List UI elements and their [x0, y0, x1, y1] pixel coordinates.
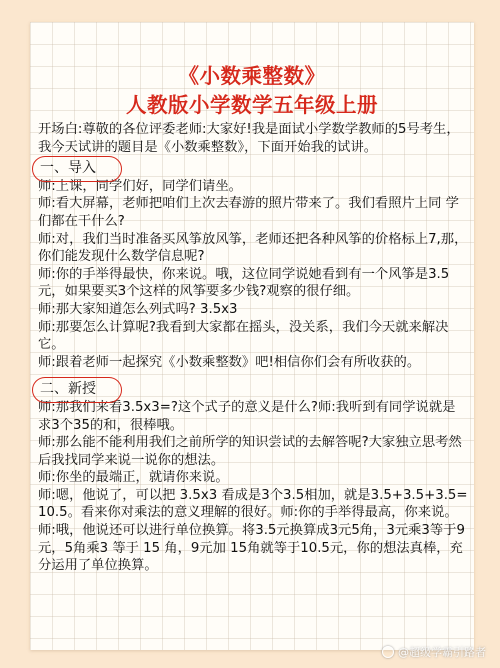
- watermark-text: @超级学霸引路者: [398, 646, 486, 659]
- watermark: [382, 644, 486, 660]
- dialogue-line: 师:哦，他说还可以进行单位换算。将3.5元换算成3元5角，3元乘3等于9元，5角乘3 等于 15 角，9元加 15角就等于10.5元，你的想法真棒，充分运用了单位换算。: [38, 523, 465, 574]
- dialogue-line: 师:跟着老师一起探究《小数乘整数》吧!相信你们会有所收获的。: [38, 354, 421, 370]
- section-heading-intro: [38, 160, 96, 178]
- dialogue-line: 师:那么能不能利用我们之前所学的知识尝试的去解答呢?大家独立思考然后我找同学来说一说你的想法。: [38, 435, 462, 468]
- dialogue-line: 师:那要怎么计算呢?我看到大家都在摇头，没关系，我们今天就来解决它。: [38, 319, 449, 353]
- dialogue-line: 师:那我们来看3.5x3=?这个式子的意义是什么?师:我听到有同学说就是求3个35的和，很棒哦。: [38, 399, 456, 433]
- section-heading-label: 一、导入: [40, 160, 96, 177]
- dialogue-line: 师:嗯，他说了，可以把 3.5x3 看成是3个3.5相加，就是3.5+3.5+3.5=10.5。看来你对乘法的意义理解的很好。师:你的手举得最高，你来说。: [38, 487, 468, 521]
- page-title: 《小数乘整数》: [178, 64, 326, 88]
- opening-paragraph: 开场白:尊敬的各位评委老师:大家好!我是面试小学数学教师的5号考生，我今天试讲的题目是《小数乘整数》，下面开始我的试讲。: [38, 122, 460, 155]
- grid-paper-card: [30, 22, 474, 650]
- dialogue-line: 师:你坐的最端正，就请你来说。: [38, 470, 229, 486]
- section-heading-label: 二、新授: [40, 381, 96, 398]
- dialogue-line: 师:你的手举得最快，你来说。哦，这位同学说她看到有一个风筝是3.5元，如果要买3个这样的风筝要多少钱?观察的很仔细。: [38, 266, 450, 300]
- dialogue-line: 师:那大家知道怎么列式吗? 3.5x3: [38, 301, 238, 317]
- page-subtitle: 人教版小学数学五年级上册: [126, 93, 378, 117]
- dialogue-line: 师:上课，同学们好，同学们请坐。: [38, 178, 242, 194]
- dialogue-line: 师:对，我们当时准备买风筝放风筝，老师还把各种风筝的价格标上7,那，你们能发现什么数学信息呢?: [38, 231, 468, 265]
- section-heading-new-lesson: [38, 381, 96, 399]
- watermark-logo-icon: [382, 646, 394, 658]
- lecture-script: [38, 121, 468, 575]
- dialogue-line: 师:看大屏幕，老师把咱们上次去春游的照片带来了。我们看照片上同 学们都在干什么?: [38, 196, 459, 229]
